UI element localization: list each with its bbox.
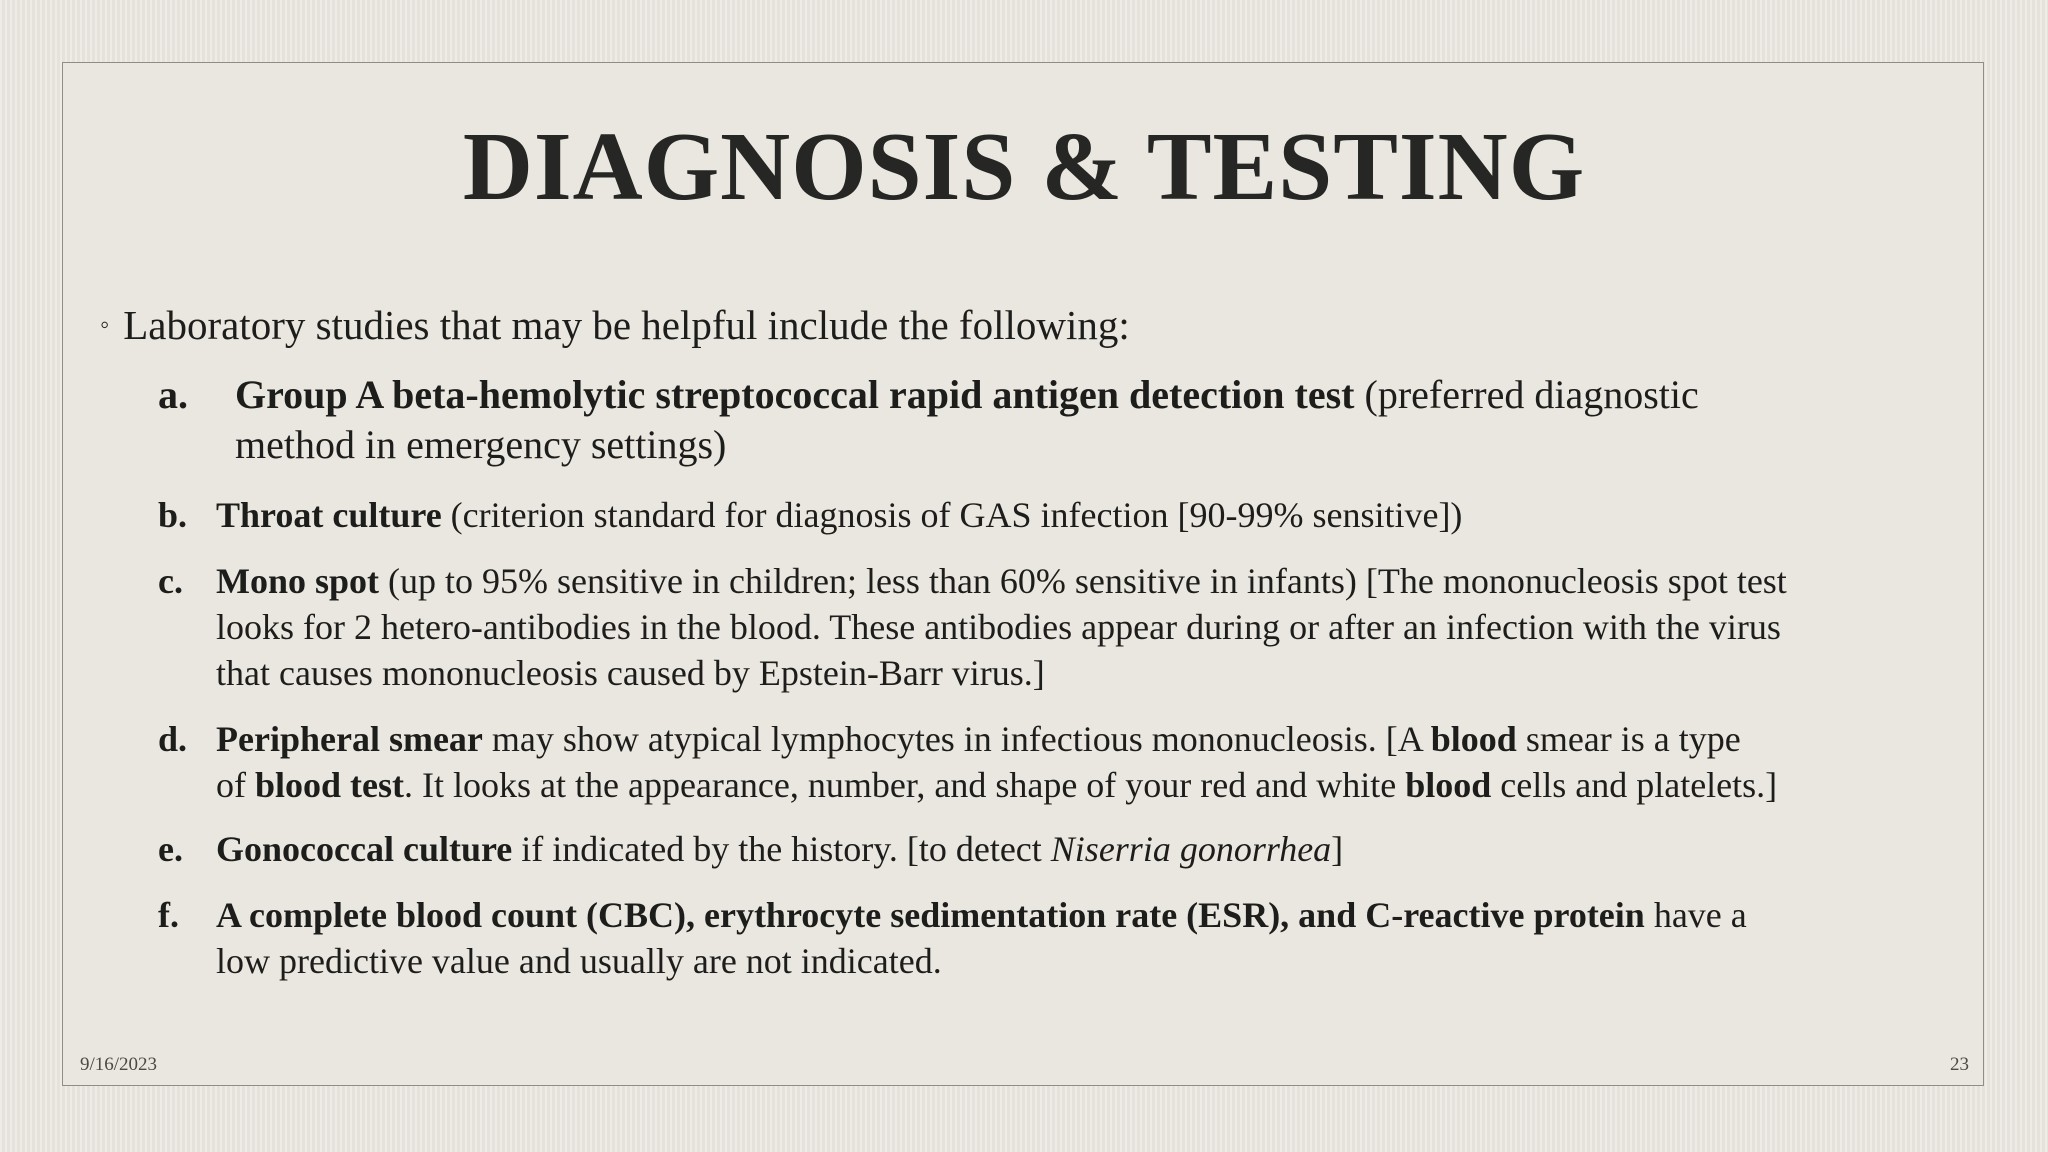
item-line: Gonococcal culture if indicated by the history. [to detect Niserria gonorrhea] <box>216 829 1344 869</box>
bullet-icon: ◦ <box>100 310 110 339</box>
footer-page-number: 23 <box>1950 1054 1969 1075</box>
item-line: Mono spot (up to 95% sensitive in children; less than 60% sensitive in infants) [The mononucleosis spot test <box>216 561 1787 601</box>
item-line: that causes mononucleosis caused by Epstein-Barr virus.] <box>216 653 1045 693</box>
item-line: of blood test. It looks at the appearance, number, and shape of your red and white blood cells and platelets.] <box>216 765 1778 805</box>
item-line: low predictive value and usually are not indicated. <box>216 941 942 981</box>
item-line: Throat culture (criterion standard for diagnosis of GAS infection [90-99% sensitive]) <box>216 495 1463 535</box>
intro-bullet <box>100 300 1130 350</box>
item-marker: c. <box>158 561 183 601</box>
footer-date: 9/16/2023 <box>80 1054 158 1075</box>
item-marker: e. <box>158 829 183 869</box>
intro-text: Laboratory studies that may be helpful include the following: <box>123 302 1130 348</box>
item-line: A complete blood count (CBC), erythrocyte sedimentation rate (ESR), and C-reactive protein have a <box>216 895 1747 935</box>
slide-title: DIAGNOSIS & TESTING <box>462 113 1586 220</box>
item-marker: b. <box>158 495 188 535</box>
item-line: method in emergency settings) <box>235 422 727 467</box>
item-marker: a. <box>158 372 188 417</box>
item-line: Group A beta-hemolytic streptococcal rapid antigen detection test (preferred diagnostic <box>235 372 1699 417</box>
item-line: Peripheral smear may show atypical lymphocytes in infectious mononucleosis. [A blood smear is a type <box>216 719 1741 759</box>
item-line: looks for 2 hetero-antibodies in the blood. These antibodies appear during or after an infection with the virus <box>216 607 1781 647</box>
item-marker: d. <box>158 719 188 759</box>
item-marker: f. <box>158 895 179 935</box>
